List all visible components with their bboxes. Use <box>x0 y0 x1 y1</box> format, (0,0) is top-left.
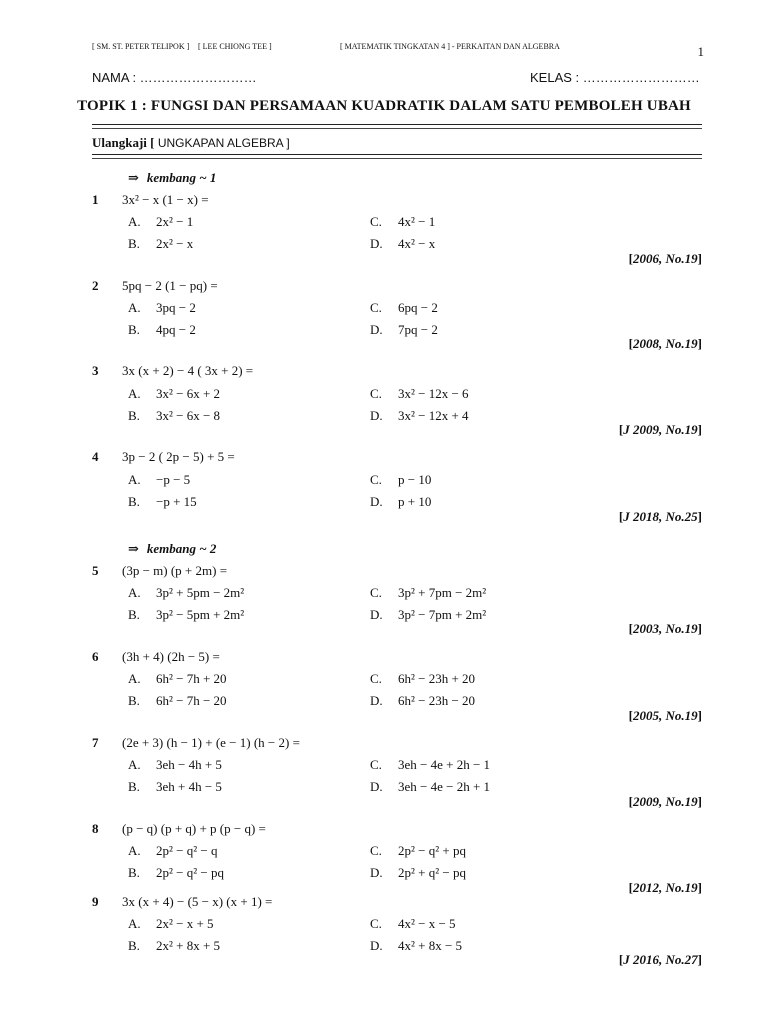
option-a[interactable] <box>128 585 244 601</box>
option-text: 2p² − q² − q <box>156 843 218 858</box>
question-source: [2003, No.19] <box>628 621 702 636</box>
question-number: 2 <box>92 278 99 293</box>
option-label: A. <box>128 757 141 772</box>
question-text: (3h + 4) (2h − 5) = <box>122 649 220 664</box>
option-text: 2x² + 8x + 5 <box>156 938 221 953</box>
option-c[interactable] <box>370 916 456 932</box>
option-label: D. <box>370 494 383 509</box>
option-text: 3x² − 6x + 2 <box>156 386 221 401</box>
option-d[interactable] <box>370 236 435 252</box>
option-label: A. <box>128 916 141 931</box>
option-label: B. <box>128 865 140 880</box>
option-text: −p − 5 <box>156 472 191 487</box>
question-text: 3x (x + 4) − (5 − x) (x + 1) = <box>122 894 273 909</box>
header-subject: [ MATEMATIK TINGKATAN 4 ] - PERKAITAN DAN ALGEBRA <box>340 42 560 51</box>
option-text: 4x² − x <box>398 236 436 251</box>
source-text: J 2009, No.19 <box>623 422 698 437</box>
option-d[interactable] <box>370 607 486 623</box>
option-label: A. <box>128 386 141 401</box>
option-a[interactable] <box>128 757 222 773</box>
arrow-icon: ⇒ <box>128 541 139 556</box>
option-label: C. <box>370 916 382 931</box>
option-label: D. <box>370 236 383 251</box>
option-text: 6pq − 2 <box>398 300 438 315</box>
option-text: 6h² − 7h − 20 <box>156 693 227 708</box>
option-text: 3p² + 5pm − 2m² <box>156 585 245 600</box>
option-b[interactable] <box>128 938 220 954</box>
question-number: 7 <box>92 735 99 750</box>
option-c[interactable] <box>370 671 475 687</box>
option-label: A. <box>128 300 141 315</box>
option-label: D. <box>370 779 383 794</box>
option-label: B. <box>128 236 140 251</box>
option-text: 2p² − q² − pq <box>156 865 224 880</box>
option-label: C. <box>370 843 382 858</box>
question-source: [J 2009, No.19] <box>618 422 702 437</box>
option-d[interactable] <box>370 865 466 881</box>
option-label: D. <box>370 607 383 622</box>
option-text: 7pq − 2 <box>398 322 438 337</box>
option-label: D. <box>370 693 383 708</box>
option-c[interactable] <box>370 843 466 859</box>
question-source: [2008, No.19] <box>628 336 702 351</box>
question-source: [2005, No.19] <box>628 708 702 723</box>
option-a[interactable] <box>128 671 227 687</box>
option-c[interactable] <box>370 214 435 230</box>
option-text: 3eh + 4h − 5 <box>156 779 222 794</box>
option-text: 6h² − 7h + 20 <box>156 671 227 686</box>
option-text: 3x² − 12x + 4 <box>398 408 469 423</box>
option-d[interactable] <box>370 693 475 709</box>
header-school: [ SM. ST. PETER TELIPOK ] <box>92 42 190 51</box>
option-label: A. <box>128 671 141 686</box>
section-heading <box>128 541 216 557</box>
option-c[interactable] <box>370 585 486 601</box>
question-text: (p − q) (p + q) + p (p − q) = <box>122 821 266 836</box>
option-text: 3x² − 12x − 6 <box>398 386 469 401</box>
source-text: 2003, No.19 <box>633 621 698 636</box>
option-a[interactable] <box>128 916 214 932</box>
option-b[interactable] <box>128 693 227 709</box>
question-text: (2e + 3) (h − 1) + (e − 1) (h − 2) = <box>122 735 300 750</box>
review-heading <box>92 135 290 151</box>
question-text: 3x² − x (1 − x) = <box>122 192 209 207</box>
source-text: J 2018, No.25 <box>623 509 698 524</box>
option-text: 2x² − x <box>156 236 194 251</box>
source-text: 2008, No.19 <box>633 336 698 351</box>
source-text: 2009, No.19 <box>633 794 698 809</box>
question-number: 5 <box>92 563 99 578</box>
option-text: 3p² + 7pm − 2m² <box>398 585 487 600</box>
page-number: 1 <box>697 44 704 59</box>
option-label: B. <box>128 938 140 953</box>
question-text: 5pq − 2 (1 − pq) = <box>122 278 218 293</box>
arrow-icon: ⇒ <box>128 170 139 185</box>
option-a[interactable] <box>128 843 217 859</box>
option-text: 4x² − x − 5 <box>398 916 456 931</box>
title-divider-2 <box>92 128 702 129</box>
question-source: [2012, No.19] <box>628 880 702 895</box>
question-source: [2006, No.19] <box>628 251 702 266</box>
question-number: 1 <box>92 192 99 207</box>
title-divider <box>92 124 702 125</box>
option-label: C. <box>370 757 382 772</box>
option-label: D. <box>370 938 383 953</box>
option-text: 6h² − 23h − 20 <box>398 693 476 708</box>
option-label: A. <box>128 472 141 487</box>
source-text: 2012, No.19 <box>633 880 698 895</box>
option-d[interactable] <box>370 938 462 954</box>
option-text: 4pq − 2 <box>156 322 196 337</box>
option-text: 3eh − 4e − 2h + 1 <box>398 779 491 794</box>
option-b[interactable] <box>128 607 244 623</box>
option-text: 2p² − q² + pq <box>398 843 466 858</box>
option-b[interactable] <box>128 408 220 424</box>
option-a[interactable] <box>128 386 220 402</box>
option-text: 6h² − 23h + 20 <box>398 671 476 686</box>
option-text: p − 10 <box>398 472 432 487</box>
section-label: kembang ~ 1 <box>146 170 217 185</box>
option-text: 3pq − 2 <box>156 300 196 315</box>
question-number: 9 <box>92 894 99 909</box>
question-text: (3p − m) (p + 2m) = <box>122 563 228 578</box>
class-field: KELAS : ……………………… <box>530 70 700 85</box>
section-heading <box>128 170 216 186</box>
option-d[interactable] <box>370 779 490 795</box>
question-source: [2009, No.19] <box>628 794 702 809</box>
option-d[interactable] <box>370 494 431 510</box>
option-label: C. <box>370 671 382 686</box>
option-label: A. <box>128 585 141 600</box>
option-label: A. <box>128 214 141 229</box>
option-text: 4x² − 1 <box>398 214 436 229</box>
option-label: B. <box>128 693 140 708</box>
header-teacher: [ LEE CHIONG TEE ] <box>198 42 272 51</box>
option-label: B. <box>128 494 140 509</box>
source-text: J 2016, No.27 <box>623 952 698 967</box>
option-text: 2x² − 1 <box>156 214 194 229</box>
name-field: NAMA : ……………………… <box>92 70 257 85</box>
review-divider-2 <box>92 158 702 159</box>
option-text: 3x² − 6x − 8 <box>156 408 221 423</box>
option-b[interactable] <box>128 494 197 510</box>
option-text: 2p² + q² − pq <box>398 865 466 880</box>
source-text: 2006, No.19 <box>633 251 698 266</box>
option-label: B. <box>128 322 140 337</box>
option-b[interactable] <box>128 322 196 338</box>
option-text: p + 10 <box>398 494 432 509</box>
question-number: 6 <box>92 649 99 664</box>
option-b[interactable] <box>128 865 224 881</box>
review-label: Ulangkaji <box>92 135 147 150</box>
option-a[interactable] <box>128 300 196 316</box>
option-text: 4x² + 8x − 5 <box>398 938 463 953</box>
option-text: 3p² − 7pm + 2m² <box>398 607 487 622</box>
option-label: D. <box>370 408 383 423</box>
option-c[interactable] <box>370 386 469 402</box>
option-label: C. <box>370 472 382 487</box>
review-subtitle: UNGKAPAN ALGEBRA ] <box>154 136 290 150</box>
option-a[interactable] <box>128 472 190 488</box>
option-text: 2x² − x + 5 <box>156 916 214 931</box>
option-label: D. <box>370 322 383 337</box>
option-label: C. <box>370 214 382 229</box>
option-d[interactable] <box>370 322 438 338</box>
option-a[interactable] <box>128 214 193 230</box>
option-label: C. <box>370 585 382 600</box>
option-label: A. <box>128 843 141 858</box>
option-text: 3p² − 5pm + 2m² <box>156 607 245 622</box>
review-bracket: [ <box>150 135 155 150</box>
question-number: 3 <box>92 363 99 378</box>
option-c[interactable] <box>370 300 438 316</box>
option-label: B. <box>128 779 140 794</box>
option-text: 3eh − 4e + 2h − 1 <box>398 757 491 772</box>
review-divider <box>92 154 702 155</box>
option-d[interactable] <box>370 408 469 424</box>
option-b[interactable] <box>128 236 193 252</box>
question-source: [J 2016, No.27] <box>618 952 702 967</box>
question-text: 3p − 2 ( 2p − 5) + 5 = <box>122 449 235 464</box>
page-title: TOPIK 1 : FUNGSI DAN PERSAMAAN KUADRATIK DALAM SATU PEMBOLEH UBAH <box>77 98 691 114</box>
section-label: kembang ~ 2 <box>146 541 217 556</box>
option-label: B. <box>128 408 140 423</box>
question-number: 4 <box>92 449 99 464</box>
source-text: 2005, No.19 <box>633 708 698 723</box>
option-text: 3eh − 4h + 5 <box>156 757 222 772</box>
option-label: D. <box>370 865 383 880</box>
option-text: −p + 15 <box>156 494 197 509</box>
option-label: C. <box>370 386 382 401</box>
option-c[interactable] <box>370 472 431 488</box>
option-b[interactable] <box>128 779 222 795</box>
option-label: C. <box>370 300 382 315</box>
option-c[interactable] <box>370 757 490 773</box>
question-source: [J 2018, No.25] <box>618 509 702 524</box>
option-label: B. <box>128 607 140 622</box>
question-number: 8 <box>92 821 99 836</box>
question-text: 3x (x + 2) − 4 ( 3x + 2) = <box>122 363 254 378</box>
